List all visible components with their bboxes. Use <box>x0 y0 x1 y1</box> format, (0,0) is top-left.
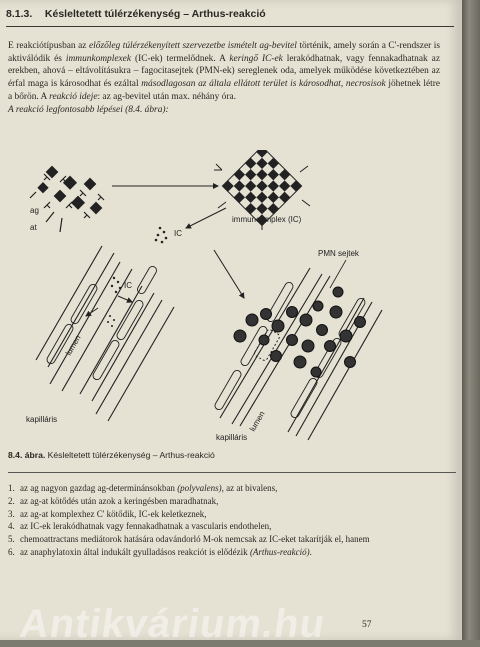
steps-list <box>8 482 448 559</box>
section-title: Késleltetett túlérzékenység – Arthus-reakció <box>44 8 266 20</box>
list-item-text: az ag-at komplexhez C' kötődik, IC-ek keletkeznek, <box>20 508 207 519</box>
header-divider <box>6 26 454 27</box>
list-item-number: 2. <box>8 495 15 506</box>
pmn-cells <box>234 287 366 377</box>
arrow-to-right-capillary <box>214 250 244 298</box>
label-immuncomplex: immuncomplex (IC) <box>232 215 302 224</box>
section-header <box>6 8 454 20</box>
left-capillary <box>36 246 174 421</box>
pmn-pointer <box>330 260 346 288</box>
list-item-text: az IC-ek lerakódhatnak vagy fennakadhatnak a vascularis endothelen, <box>20 521 272 532</box>
list-item-number: 1. <box>8 483 15 493</box>
list-item <box>8 520 448 533</box>
caption-number: 8.4. ábra. <box>8 450 46 460</box>
list-item-number: 3. <box>8 508 15 519</box>
list-item-text: az anaphylatoxin által indukált gyulladásos reakciót is elődézik (Arthus-reakció). <box>20 546 312 557</box>
list-item <box>8 546 448 559</box>
caption-text: Késleltetett túlérzékenység – Arthus-reakció <box>45 450 215 460</box>
label-kapillaris-right: kapilláris <box>216 433 248 442</box>
arthus-reaction-figure <box>0 150 462 450</box>
list-item-text: az ag nagyon gazdag ag-determinánsokban (polyvalens), az at bivalens, <box>20 483 278 493</box>
label-ag: ag <box>30 206 39 215</box>
label-pmn: PMN sejtek <box>318 249 359 258</box>
figure-reference: A reakció legfontosabb lépései (8.4. ábra): <box>8 104 169 115</box>
list-item <box>8 508 448 521</box>
label-ic-left: IC <box>124 281 132 290</box>
label-lumen-left: lumen <box>63 333 83 357</box>
arrow-to-ic <box>186 208 226 228</box>
ic-particles-center <box>155 227 168 244</box>
list-item-number: 5. <box>8 534 15 545</box>
list-item-text: chemoattractans mediátorok hatására odavándorló M-ok nemcsak az IC-eket takarítják el, hanem <box>20 534 370 545</box>
antigen-antibody-cluster <box>30 166 104 232</box>
label-at: at <box>30 223 37 232</box>
page-number: 57 <box>362 620 372 630</box>
paragraph-text: E reakciótípusban az előzőleg túlérzékenyített szervezetbe ismételt ag-bevitel történik, amely során a C'-rendszer is aktiválódik és immunkomplexek (IC-ek) termelődnek. A keringő IC-ek lerakódhatnak, vagy fennakadhatnak az erekben, ahová – eltávolításukra – fagocitasejtek (PMN-ek) sereglenek oda, amelyek működése következtében az érfal maga is károsodhat és ezáltal másodlagosan az általa ellátott terület is károsodhat, necrosisok jöhetnek létre a bőrön. A reakció ideje: az ag-bevitel után max. néhány óra. <box>8 41 441 102</box>
watermark: Antikvárium.hu <box>16 602 329 646</box>
figure-caption <box>8 450 448 460</box>
list-item-text: az ag-at kötődés után azok a keringésben maradhatnak, <box>20 495 219 506</box>
list-item <box>8 533 448 546</box>
section-number: 8.1.3. <box>6 8 33 20</box>
label-kapillaris-left: kapilláris <box>26 415 58 424</box>
list-item <box>8 495 448 508</box>
body-paragraph <box>8 40 440 116</box>
list-item-number: 4. <box>8 521 15 532</box>
ic-particles-left <box>107 277 121 327</box>
list-item <box>8 482 448 495</box>
label-ic-center: IC <box>174 229 182 238</box>
list-item-number: 6. <box>8 546 15 557</box>
label-lumen-right: lumen <box>247 409 267 433</box>
right-capillary <box>214 268 382 440</box>
caption-divider <box>8 472 456 473</box>
book-gutter <box>462 0 480 640</box>
